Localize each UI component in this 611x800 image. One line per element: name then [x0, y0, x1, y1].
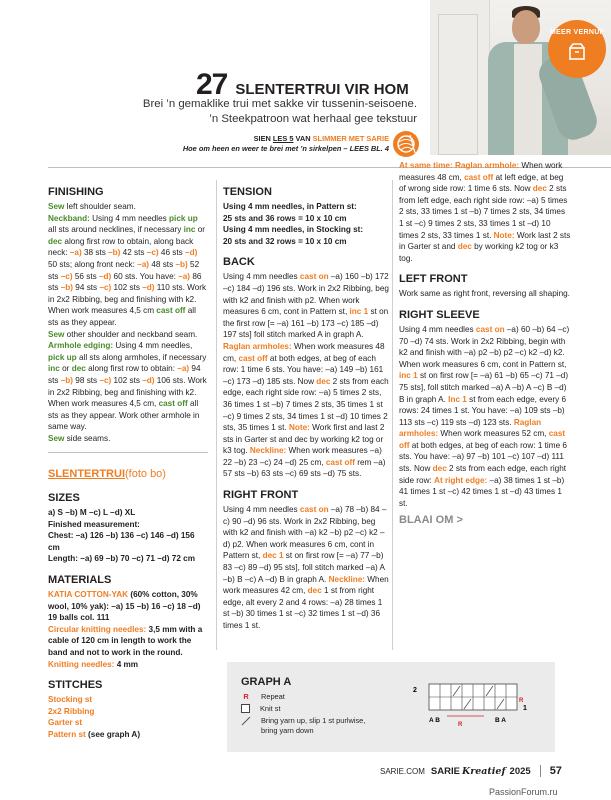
footer-kreatief: Kreatief — [461, 765, 506, 777]
back-text: Using 4 mm needles cast on –a) 160 –b) 172 –c) 184 –d) 196 sts. Work in 2x2 Ribbing, beg with k2 and finish with p2. When work measures 6 cm, cont in Pattern st, inc 1 st on the first row [= –a) 161 –b) 173 –c) 185 –d) 197 sts] foll stitch marked A in graph A. Raglan armholes: When work measures 48 cm, cast off at both edges, at beg of each row: 1 time 6 sts. You have: –a) 149 –b) 161 –c) 173 –d) 185 sts. Now dec 2 sts from each edge, each right side row: –a) 5 times 2 sts, 36 times 1 st –b) 7 times 2 sts, 35 times 1 st –c) 9 times 2 sts, 34 times 1 st –d) 10 times 2 sts, 35 times 1 st. Note: Work first and last 2 sts in Garter st and dec by working k2 tog or k3 tog. Neckline: When work measures –a) 22 –b) 23 –c) 24 –d) 25 cm, cast off rem –a) 57 sts –b) 63 sts –c) 69 sts –d) 75 sts. — [223, 272, 389, 479]
legend-repeat: R Repeat — [243, 692, 285, 701]
finishing-armhole: Armhole edging: Using 4 mm needles, pick up all sts along armholes, if necessary inc or dec along first row to obtain: –a) 94 sts –b) 98 sts –c) 102 sts –d) 106 sts. Work in 2x2 Ribbing, beg and finishing with k2. When work measures 4,5 cm, cast off all sts as they appear. Work other armhole in same way. — [48, 341, 207, 432]
sizes-line: Length: –a) 69 –b) 70 –c) 71 –d) 72 cm — [48, 554, 195, 564]
repeat-marker: R — [519, 698, 524, 704]
right-front-text: Using 4 mm needles cast on –a) 78 –b) 84 –c) 90 –d) 96 sts. Work in 2x2 Ribbing, beg with k2 and finish with –a) k2 –b) p2 –c) k2 –d) p2. When work measures 6 cm, cont in Pattern st, dec 1 st on first row [= –a) 77 –b) 83 –c) 89 –d) 95 sts], foll stitch marked –a) A –b) B –c) A –d) B in graph A. Neckline: When work measures 42 cm, dec 1 st from right edge, alt every 2 and 4 rows: –a) 28 times 1 st –b) 30 times 1 st –c) 32 times 1 st –d) 36 times 1 st. — [223, 505, 389, 630]
footer-site: SARIE.COM — [380, 766, 425, 776]
knit-st-icon — [241, 704, 250, 713]
column-divider — [216, 180, 217, 650]
finishing-heading: FINISHING — [48, 186, 104, 198]
turn-page-link[interactable]: BLAAI OM > — [399, 514, 463, 527]
column-divider — [392, 180, 393, 650]
article-subtitle: Brei ’n gemaklike trui met sakke vir tussenin-seisoene. ’n Steekpatroon wat herhaal gee tekstuur — [142, 98, 417, 125]
sizes-line: Finished measurement: — [48, 519, 140, 529]
slip-st-icon — [241, 716, 251, 726]
graph-a-box — [227, 662, 555, 752]
legend-slip: Bring yarn up, slip 1 st purlwise, bring yarn down — [241, 716, 365, 736]
sizes-line: Chest: –a) 126 –b) 136 –c) 146 –d) 156 cm — [48, 531, 195, 552]
graph-a-chart — [411, 680, 541, 740]
materials-yarn: KATIA COTTON-YAK (60% cotton, 30% wool, 10% yak): –a) 15 –b) 16 –c) 18 –d) 19 balls col. 111 — [48, 590, 201, 623]
article-number: 27 — [196, 68, 228, 101]
graph-title: GRAPH A — [241, 676, 292, 688]
right-sleeve-heading: RIGHT SLEEVE — [399, 308, 480, 321]
size-markers: A B — [429, 717, 440, 724]
stitch-item: Stocking st — [48, 695, 93, 705]
right-front-heading: RIGHT FRONT — [223, 489, 299, 502]
page-footer — [380, 765, 562, 777]
materials-heading: MATERIALS — [48, 574, 112, 587]
left-front-text: Work same as right front, reversing all shaping. — [399, 289, 570, 299]
back-heading: BACK — [223, 256, 255, 269]
legend-knit: Knit st — [241, 704, 281, 714]
footer-year: 2025 — [509, 765, 531, 777]
left-front-heading: LEFT FRONT — [399, 273, 468, 286]
finishing-p1: Sew left shoulder seam. — [48, 202, 136, 211]
materials-knitting: Knitting needles: 4 mm — [48, 659, 139, 669]
footer-brand: SARIE — [430, 765, 460, 777]
stitches-heading: STITCHES — [48, 679, 103, 692]
finishing-p5: Sew side seams. — [48, 433, 111, 443]
box-icon — [567, 42, 587, 62]
materials-needles: Circular knitting needles: 3,5 mm with a cable of 120 cm in length to work the band and not to work in the round. — [48, 624, 203, 657]
page-number: 57 — [549, 765, 562, 777]
yarn-ball-icon — [393, 131, 419, 157]
right-sleeve-text: Using 4 mm needles cast on –a) 60 –b) 64 –c) 70 –d) 74 sts. Work in 2x2 Ribbing, begin with k2 and finish with –a) p2 –b) p2 –c) k2 –d) k2. When work measures 6 cm, cont in Pattern st, inc 1 st on first row [= –a) 61 –b) 65 –c) 71 –d) 75 sts], foll stitch marked –a) A –b) A –c) B –d) B in graph A. Inc 1 st from each edge, every 6 rows: 24 times 1 st. You have: –a) 109 sts –b) 113 sts –c) 119 sts –d) 123 sts. Raglan armholes: When work measures 52 cm, cast off at both edges, at beg of each row: 1 time 6 sts. You have: –a) 97 –b) 101 –c) 107 –d) 111 sts. Now dec 2 sts from each edge, each right side row: At right edge: –a) 38 times 1 st –b) 41 times 1 st –c) 42 times 1 st –d) 43 times 1 st. — [399, 324, 570, 508]
column-2: TENSION Using 4 mm needles, in Pattern st: 25 sts and 36 rows = 10 x 10 cm Using 4 mm needles, in Stocking st: 20 sts and 32 rows = 10 x 10 cm BACK Using 4 mm needles cast on –a) 160 –b) 172 –c) 184 –d) 196 sts. Work in 2x2 Ribbing, beg with k2 and finish with p2. When work measures 6 cm, cont in Pattern st, inc 1 st on the first row [= –a) 161 –b) 173 –c) 185 –d) 197 sts] foll stitch marked A in graph A. Raglan armholes: When work measures 48 cm, cast off at both edges, at beg of each row: 1 time 6 sts. You have: –a) 149 –b) 161 –c) 173 –d) 185 sts. Now dec 2 sts from each edge, each right side row: –a) 5 times 2 sts, 36 times 1 st –b) 7 times 2 sts, 35 times 1 st –c) 9 times 2 sts, 34 times 1 st –d) 10 times 2 sts, 35 times 1 st. Note: Work first and last 2 sts in Garter st and dec by working k2 tog or k3 tog. Neckline: When work measures –a) 22 –b) 23 –c) 24 –d) 25 cm, cast off rem –a) 57 sts –b) 63 sts –c) 69 sts –d) 75 sts. RIGHT FRONT Using 4 mm needles cast on –a) 78 –b) 84 –c) 90 –d) 96 sts. Work in 2x2 Ribbing, beg with k2 and finish with –a) k2 –b) p2 –c) k2 –d) p2. When work measures 6 cm, cont in Pattern st, dec 1 st on first row [= –a) 77 –b) 83 –c) 89 –d) 95 sts], foll stitch marked –a) A –b) B –c) A –d) B in graph A. Neckline: When work measures 42 cm, dec 1 st from right edge, alt every 2 and 4 rows: –a) 28 times 1 st –b) 30 times 1 st –c) 32 times 1 st –d) 36 times 1 st. — [223, 186, 389, 630]
column-3 — [399, 160, 571, 527]
stitch-item: Garter st — [48, 718, 83, 728]
lesson-reference: SIEN LES 5 VAN SLIMMER MET SARIE Hoe om heen en weer te brei met ’n sirkelpen – LEES BL. 4 — [182, 134, 389, 153]
chart-grid — [429, 684, 517, 710]
sizes-line: a) S –b) M –c) L –d) XL — [48, 508, 136, 518]
column-1 — [48, 185, 208, 741]
finishing-p3: Sew other shoulder and neckband seam. — [48, 329, 198, 339]
finishing-neckband: Neckband: Using 4 mm needles pick up all sts around necklines, if necessary inc or dec along first row to obtain, along back neck: –a) 38 sts –b) 42 sts –c) 46 sts –d) 50 sts; along front neck: –a) 48 sts –b) 52 sts –c) 56 sts –d) 60 sts. You have: –a) 86 sts –b) 94 sts –c) 102 sts –d) 110 sts. Work in 2x2 Ribbing, beg and finishing with k2. When work measures 4,5 cm cast off all sts as they appear. — [48, 213, 207, 327]
article-heading: SLENTERTRUI VIR HOM — [235, 81, 409, 98]
row-label: 2 — [413, 687, 417, 694]
sizes-heading: SIZES — [48, 492, 80, 505]
meer-vernuf-badge: MEER VERNUF — [548, 20, 606, 78]
watermark: PassionForum.ru — [489, 787, 558, 797]
repeat-marker: R — [458, 722, 463, 728]
stitch-item: 2x2 Ribbing — [48, 706, 95, 716]
stitch-item: Pattern st (see graph A) — [48, 729, 141, 739]
size-markers: B A — [495, 717, 506, 724]
row-label: 1 — [523, 705, 527, 712]
right-front-continued: At same time: Raglan armhole: When work measures 48 cm, cast off at left edge, at beg of wrong side row: 1 time 6 sts. Now dec 2 sts from left edge, each right side row: –a) 5 times 2 sts, 33 times 1 st –b) 7 times 2 sts, 34 times 1 st –c) 9 times 2 sts, 33 times 1 st –d) 10 times 2 sts, 33 times 1 st. Note: Work last 2 sts in Garter st and dec by working k2 tog or k3 tog. — [399, 161, 571, 263]
section-divider — [48, 452, 208, 459]
slentertrui-heading: SLENTERTRUI(foto bo) — [48, 468, 166, 481]
tension-heading: TENSION — [223, 186, 272, 198]
